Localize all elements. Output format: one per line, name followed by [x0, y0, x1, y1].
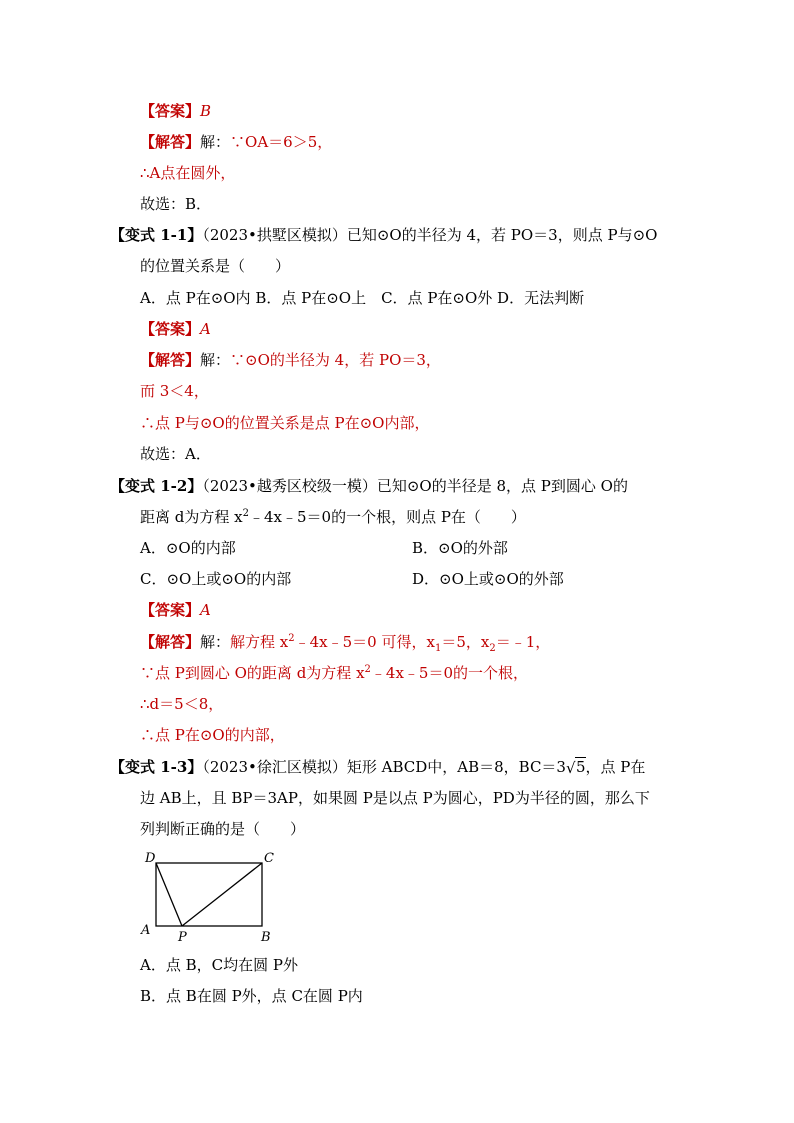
label-d: D	[145, 851, 156, 866]
answer-label: 【答案】	[140, 102, 201, 120]
q0-answer-line	[140, 101, 211, 121]
q1-answer-line	[140, 319, 211, 339]
jie-label: 解：	[200, 351, 231, 369]
rectangle-figure	[135, 845, 285, 945]
solution-step: ＝5，x	[441, 633, 490, 651]
answer-value: A	[200, 601, 211, 619]
solution-step: ∴点 P与⊙O的位置关系是点 P在⊙O内部，	[140, 414, 430, 432]
question-options: A．点 P在⊙O内 B．点 P在⊙O上 C．点 P在⊙O外 D．无法判断	[140, 289, 585, 307]
question-stem: （2023•徐汇区模拟）矩形 ABCD中，AB＝8，BC＝3	[202, 758, 566, 776]
question-stem: 列判断正确的是（ ）	[140, 820, 306, 838]
solution-step: 解方程 x	[230, 633, 289, 651]
question-stem: 边 AB上，且 BP＝3AP，如果圆 P是以点 P为圆心，PD为半径的圆，那么下	[140, 789, 650, 807]
solution-step: ∴点 P在⊙O的内部，	[140, 726, 285, 744]
segment-pd	[156, 863, 182, 926]
answer-label: 【答案】	[140, 320, 201, 338]
solution-label: 【解答】	[140, 633, 201, 651]
solution-step: ＝﹣1，	[495, 633, 551, 651]
solution-label: 【解答】	[140, 351, 201, 369]
answer-value: A	[200, 320, 211, 338]
solution-step: ﹣4x﹣5＝0 可得，x	[294, 633, 435, 651]
question-stem: ，点 P在	[585, 758, 646, 776]
option-a: A．点 B，C均在圆 P外	[140, 956, 298, 974]
subscript: 1	[434, 643, 442, 654]
jie-label: 解：	[200, 633, 231, 651]
solution-label: 【解答】	[140, 133, 201, 151]
label-a: A	[141, 923, 151, 938]
solution-step: ∵OA＝6＞5，	[230, 133, 333, 151]
rectangle-abcd	[156, 863, 262, 926]
exponent: 2	[242, 508, 249, 519]
solution-step: ∴d＝5＜8，	[140, 695, 224, 713]
q2-stem-line2	[140, 507, 526, 527]
jie-label: 解：	[200, 133, 231, 151]
q1-stem-line1	[110, 225, 657, 245]
option-c: C．⊙O上或⊙O的内部	[140, 570, 292, 588]
q2-answer-line	[140, 600, 211, 620]
option-d: D．⊙O上或⊙O的外部	[412, 570, 564, 588]
q2-solution-line	[140, 632, 550, 652]
exponent: 2	[288, 633, 295, 644]
question-tag: 【变式 1-1】	[110, 226, 203, 244]
solution-step: ∵⊙O的半径为 4，若 PO＝3，	[230, 351, 441, 369]
q2-solution-step2	[140, 663, 528, 683]
sqrt-radicand: 5	[575, 758, 586, 776]
question-tag: 【变式 1-3】	[110, 758, 203, 776]
option-b: B．⊙O的外部	[412, 539, 508, 557]
option-b: B．点 B在圆 P外，点 C在圆 P内	[140, 987, 363, 1005]
q1-solution-line	[140, 350, 441, 370]
q3-stem-line1	[110, 757, 645, 777]
solution-step: ∴A点在圆外，	[140, 164, 236, 182]
segment-pc	[182, 863, 262, 926]
solution-step: ﹣4x﹣5＝0的一个根，	[370, 664, 528, 682]
question-tag: 【变式 1-2】	[110, 477, 203, 495]
label-c: C	[264, 851, 274, 866]
label-b: B	[261, 930, 271, 945]
solution-step: 故选：A．	[140, 445, 211, 463]
question-stem: ﹣4x﹣5＝0的一个根，则点 P在（ ）	[248, 508, 526, 526]
label-p: P	[178, 930, 187, 945]
subscript: 2	[489, 643, 496, 654]
question-stem: 的位置关系是（ ）	[140, 257, 291, 275]
answer-value: B	[200, 102, 212, 120]
solution-step: ∵点 P到圆心 O的距离 d为方程 x	[140, 664, 365, 682]
question-stem: （2023•拱墅区模拟）已知⊙O的半径为 4，若 PO＝3，则点 P与⊙O	[202, 226, 658, 244]
question-stem: （2023•越秀区校级一模）已知⊙O的半径是 8，点 P到圆心 O的	[202, 477, 628, 495]
sqrt-expression: √ 5	[565, 758, 586, 777]
exponent: 2	[364, 664, 371, 675]
question-stem: 距离 d为方程 x	[140, 508, 243, 526]
q0-solution-line	[140, 132, 332, 152]
answer-label: 【答案】	[140, 601, 201, 619]
q2-stem-line1	[110, 476, 628, 496]
option-a: A．⊙O的内部	[140, 539, 236, 557]
solution-step: 故选：B．	[140, 195, 212, 213]
solution-step: 而 3＜4，	[140, 382, 209, 400]
